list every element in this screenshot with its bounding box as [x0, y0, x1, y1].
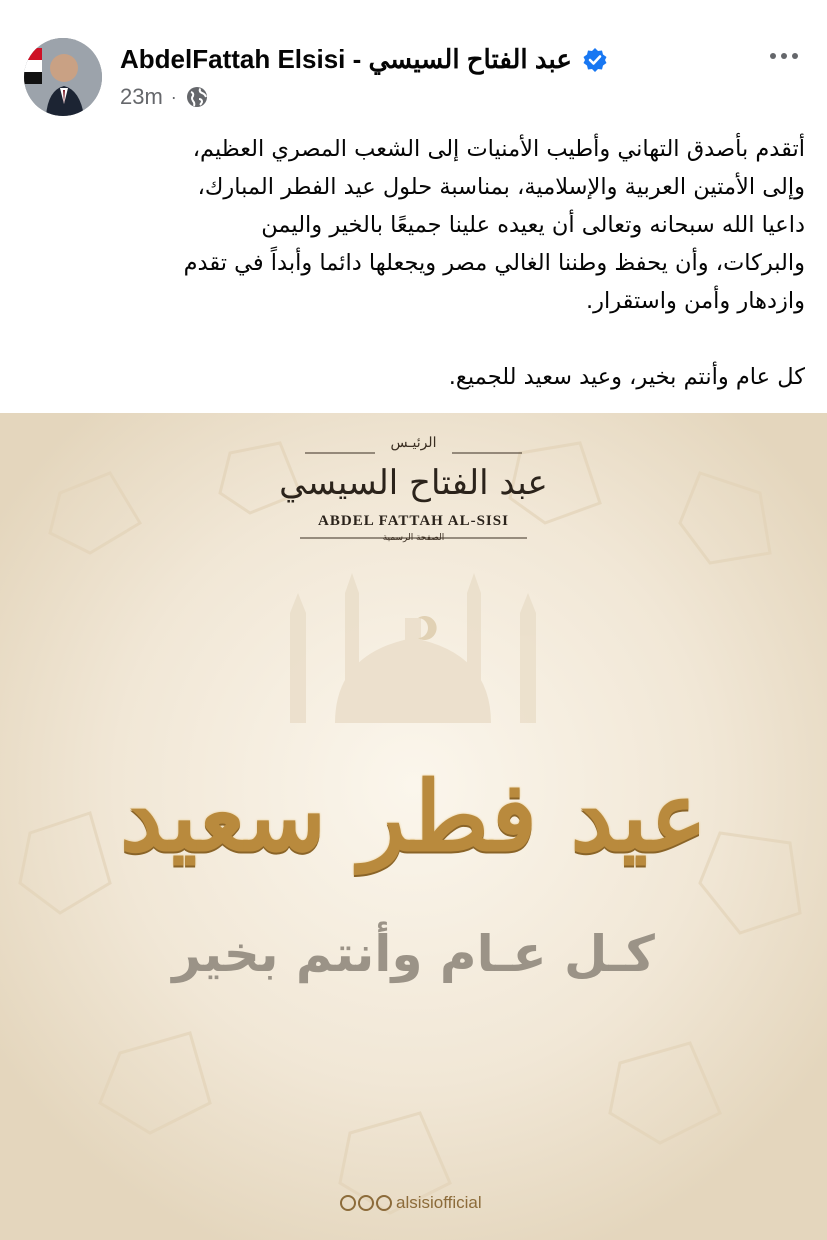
post-header — [0, 0, 827, 125]
twitter-icon — [376, 1195, 392, 1211]
brand-subtitle: الصفحة الرسمية — [382, 533, 445, 543]
post-closing: كل عام وأنتم بخير، وعيد سعيد للجميع. — [448, 364, 805, 390]
more-dot — [792, 53, 798, 59]
author-name[interactable]: AbdelFattah Elsisi - عبد الفتاح السيسي — [120, 44, 572, 74]
eid-greeting-main: عيد فطر سعيد — [119, 760, 708, 873]
instagram-icon — [358, 1195, 374, 1211]
post-meta — [120, 84, 209, 110]
post-time[interactable]: 23m — [120, 84, 163, 109]
handle-text: alsisiofficial — [396, 1193, 482, 1212]
meta-separator: · — [170, 86, 177, 107]
verified-badge-icon — [582, 47, 608, 73]
post-body-line: داعيا الله سبحانه وتعالى أن يعيده علينا جميعًا بالخير واليمن — [261, 212, 805, 238]
globe-icon[interactable] — [185, 85, 209, 109]
social-icons — [340, 1195, 392, 1211]
more-dot — [770, 53, 776, 59]
author-avatar[interactable] — [24, 38, 102, 116]
brand-latin-name: ABDEL FATTAH AL-SISI — [318, 513, 509, 529]
post-body-line: والبركات، وأن يحفظ وطننا الغالي مصر ويجعلها دائما وأبداً في تقدم — [183, 250, 805, 276]
post-body-line: وازدهار وأمن واستقرار. — [585, 288, 805, 314]
eid-greeting-sub: كـل عـام وأنتم بخير — [172, 925, 655, 983]
author-name-row — [120, 44, 608, 75]
brand-title: الرئيـس — [390, 435, 437, 451]
social-handle — [340, 1193, 482, 1213]
brand-calligraphy: عبد الفتاح السيسي — [279, 463, 548, 503]
more-options-icon[interactable] — [767, 46, 801, 66]
paragraph-gap — [22, 320, 805, 358]
post-body — [22, 130, 805, 396]
post-body-line: وإلى الأمتين العربية والإسلامية، بمناسبة حلول عيد الفطر المبارك، — [197, 174, 805, 200]
post-body-line: أتقدم بأصدق التهاني وأطيب الأمنيات إلى الشعب المصري العظيم، — [192, 136, 805, 162]
more-dot — [781, 53, 787, 59]
facebook-icon — [340, 1195, 356, 1211]
